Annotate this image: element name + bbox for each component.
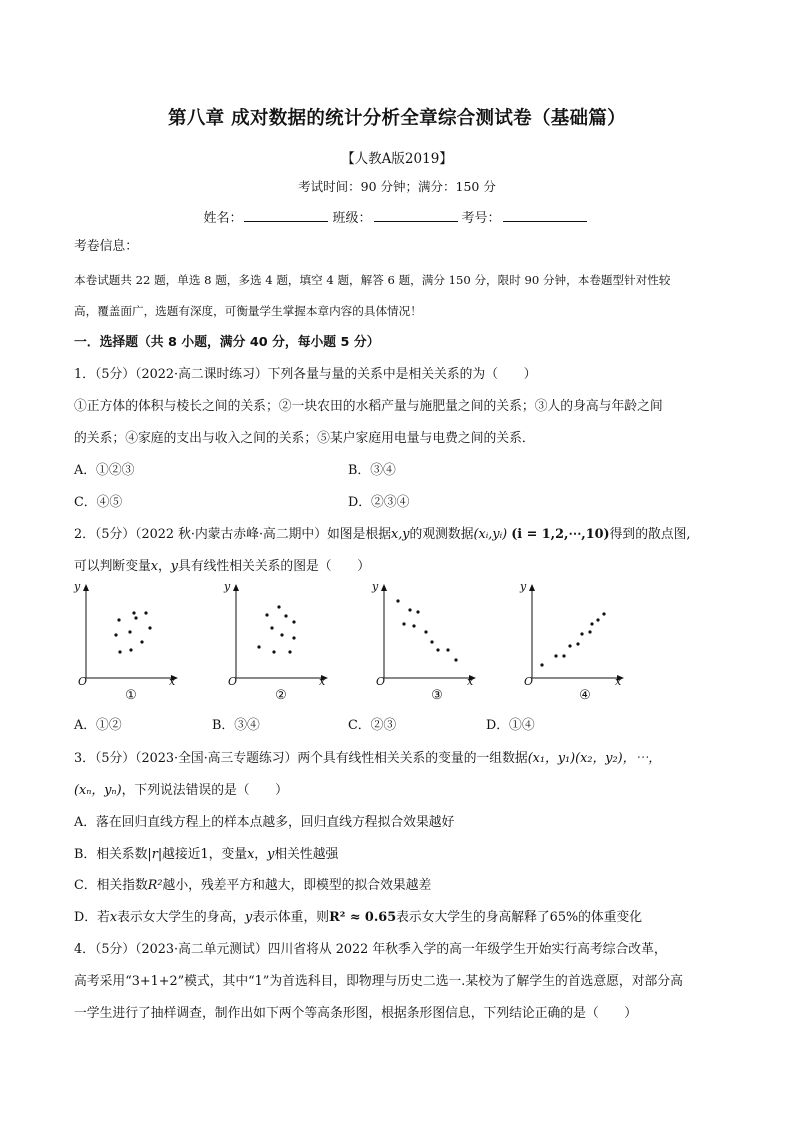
q1-line-3: 的关系；④家庭的支出与收入之间的关系；⑤某户家庭用电量与电费之间的关系． (74, 431, 535, 446)
plot3-y-label: y (372, 580, 379, 593)
q3-stem (74, 750, 734, 768)
q3-line2-b: ，下列说法错误的是（ ） (121, 783, 288, 798)
plot1-point (128, 630, 131, 633)
q1-option-c: C．④⑤ (74, 495, 123, 510)
q3-optb-a: B．相关系数 (74, 847, 148, 862)
scatter-plot-2-svg (224, 580, 374, 690)
plot4-point (562, 654, 565, 657)
q2-stem-vars: x,y (391, 527, 410, 542)
q2-stem-pair: (xᵢ,yᵢ) (473, 527, 508, 542)
name-blank (244, 209, 328, 222)
plot2-point (270, 626, 273, 629)
plot2-point (288, 650, 291, 653)
q3-stem-a: 3．（5分）（2023·全国·高三专题练习）两个具有线性相关关系的变量的一组数据 (74, 751, 528, 766)
q3-optd-x: x (109, 910, 118, 925)
id-blank (503, 209, 587, 222)
q2-line2-b: ， (158, 559, 171, 574)
name-label: 姓名： (203, 211, 243, 226)
q2-line-2 (74, 558, 734, 576)
plot1-x-label: x (169, 675, 176, 688)
plot3-point (402, 622, 405, 625)
q3-optb-r: |r| (147, 847, 163, 862)
q3-optb-b: 越接近1，变量 (162, 847, 248, 862)
plot3-origin-label: O (376, 675, 386, 688)
q3-optd-c: 表示体重，则 (252, 910, 330, 925)
plot4-point (590, 622, 593, 625)
plot4-point (602, 612, 605, 615)
info-heading: 考卷信息： (74, 239, 138, 254)
q1-line-2: ①正方体的体积与棱长之间的关系；②一块农田的水稻产量与施肥量之间的关系；③人的身高与年龄之间 (74, 399, 663, 414)
scatter-plot-4-svg (520, 580, 670, 690)
plot1-point (118, 650, 121, 653)
q2-line2-a: 可以判断变量 (74, 559, 151, 574)
plot1-point (129, 648, 132, 651)
plot3-point (396, 599, 399, 602)
plot1-point (117, 618, 120, 621)
q2-option-a: A．①② (74, 718, 122, 733)
plot2-point (272, 650, 275, 653)
q3-optb-c: ， (254, 847, 268, 862)
scatter-plot-2 (224, 580, 374, 708)
plot1-y-label: y (74, 580, 81, 593)
q3-optc-a: C．相关指数 (74, 878, 148, 893)
plot4-point (568, 644, 571, 647)
q2-option-c: C．②③ (348, 718, 397, 733)
q4-line-2: 高考采用“3+1+2”模式，其中“1”为首选科目，即物理与历史二选一.某校为了解学生的首选意愿，对部分高 (74, 974, 683, 989)
page-title: 第八章 成对数据的统计分析全章综合测试卷（基础篇） (168, 108, 626, 129)
q2-line2-x: x (150, 559, 158, 574)
q3-stem-b: (x₁，y₁)(x₂，y₂)，⋯， (527, 751, 662, 766)
plot3-point (454, 658, 457, 661)
plot3-label: ③ (431, 688, 443, 703)
plot2-origin-label: O (228, 675, 238, 688)
section-heading: 一．选择题（共 8 小题，满分 40 分，每小题 5 分） (74, 335, 380, 350)
plot3-x-label: x (467, 675, 474, 688)
scatter-plots (74, 580, 634, 710)
q3-optb-d: 相关性越强 (274, 847, 339, 862)
q3-optd-a: D．若 (74, 910, 110, 925)
q2-line2-y: y (170, 559, 179, 574)
q2-option-b: B．③④ (212, 718, 260, 733)
plot4-label: ④ (579, 688, 591, 703)
plot4-origin-label: O (524, 675, 534, 688)
plot1-point (114, 633, 117, 636)
q1-option-a: A．①②③ (74, 463, 135, 478)
plot2-point (292, 636, 295, 639)
q3-option-a: A．落在回归直线方程上的样本点越多，回归直线方程拟合效果越好 (74, 815, 455, 830)
id-label: 考号： (461, 211, 501, 226)
info-line-2: 高，覆盖面广，选题有深度，可衡量学生掌握本章内容的具体情况！ (74, 304, 422, 318)
q3-optc-b: 越小，残差平方和越大，即模型的拟合效果越差 (162, 878, 432, 893)
q3-optb-x: x (247, 847, 255, 862)
plot1-point (140, 640, 143, 643)
q2-stem-b: 的观测数据 (409, 527, 474, 542)
plot4-point (588, 630, 591, 633)
plot4-x-label: x (615, 675, 622, 688)
plot3-point (416, 610, 419, 613)
q3-option-d (74, 909, 734, 927)
plot1-point (144, 611, 147, 614)
plot2-point (280, 633, 283, 636)
plot3-point (412, 624, 415, 627)
class-label: 班级： (332, 211, 372, 226)
q3-optc-r: R² (147, 878, 163, 893)
plot4-point (576, 642, 579, 645)
q3-line-2 (74, 782, 734, 800)
q3-option-b (74, 846, 734, 864)
q4-line-3: 一学生进行了抽样调查，制作出如下两个等高条形图，根据条形图信息，下列结论正确的是（ ） (74, 1006, 638, 1021)
edition-label: 【人教A版2019】 (341, 151, 453, 167)
exam-time: 考试时间：90 分钟；满分：150 分 (298, 179, 496, 194)
scatter-plot-3 (372, 580, 522, 708)
q1-stem: 1．（5分）（2022·高二课时练习）下列各量与量的关系中是相关关系的为（ ） (74, 367, 537, 382)
plot3-point (430, 640, 433, 643)
plot3-y-arrow (381, 584, 387, 591)
scatter-plot-1 (74, 580, 224, 708)
q1-option-d: D．②③④ (348, 495, 410, 510)
q4-line-1: 4．（5分）（2023·高二单元测试）四川省将从 2022 年秋季入学的高一年级学生开始实行高考综合改革， (74, 942, 667, 957)
q3-optd-d: 表示女大学生的身高解释了65%的体重变化 (396, 910, 643, 925)
plot3-point (436, 648, 439, 651)
plot1-label: ① (125, 688, 137, 703)
student-info-row (0, 207, 794, 226)
q2-option-d: D．①④ (486, 718, 535, 733)
plot2-point (265, 613, 268, 616)
plot3-point (424, 630, 427, 633)
q3-line2-a: (xₙ，yₙ) (74, 783, 122, 798)
plot2-y-label: y (224, 580, 231, 593)
plot4-point (580, 632, 583, 635)
q2-stem-range: (i = 1,2,⋯,10) (511, 527, 610, 542)
plot2-point (277, 605, 280, 608)
q2-line2-c: 具有线性相关关系的图是（ ） (178, 559, 370, 574)
plot1-point (132, 611, 135, 614)
plot2-point (284, 614, 287, 617)
q2-stem-a: 2．（5分）（2022 秋·内蒙古赤峰·高二期中）如图是根据 (74, 527, 391, 542)
q2-stem-c: 得到的散点图, (609, 527, 691, 542)
plot1-origin-label: O (78, 675, 88, 688)
plot2-point (257, 645, 260, 648)
plot1-point (134, 616, 137, 619)
scatter-plot-3-svg (372, 580, 522, 690)
plot2-x-label: x (319, 675, 326, 688)
q3-optd-r: R² ≈ 0.65 (329, 910, 397, 925)
plot4-y-arrow (529, 584, 535, 591)
plot2-label: ② (275, 688, 287, 703)
plot4-y-label: y (520, 580, 527, 593)
q3-optd-b: 表示女大学生的身高， (117, 910, 246, 925)
info-line-1: 本卷试题共 22 题，单选 8 题，多选 4 题，填空 4 题，解答 6 题，满分 150 分，限时 90 分钟，本卷题型针对性较 (74, 273, 671, 287)
plot1-point (148, 626, 151, 629)
class-blank (374, 209, 458, 222)
plot3-point (408, 608, 411, 611)
plot2-y-arrow (233, 584, 239, 591)
plot4-point (596, 618, 599, 621)
q3-optd-y: y (245, 910, 253, 925)
plot3-point (446, 648, 449, 651)
q1-option-b: B．③④ (348, 463, 396, 478)
scatter-plot-4 (520, 580, 670, 708)
scatter-plot-1-svg (74, 580, 224, 690)
q2-stem (74, 526, 734, 544)
plot2-point (292, 620, 295, 623)
plot1-y-arrow (83, 584, 89, 591)
plot4-point (554, 654, 557, 657)
q3-optb-y: y (267, 847, 275, 862)
q3-option-c (74, 877, 734, 895)
plot4-point (540, 663, 543, 666)
